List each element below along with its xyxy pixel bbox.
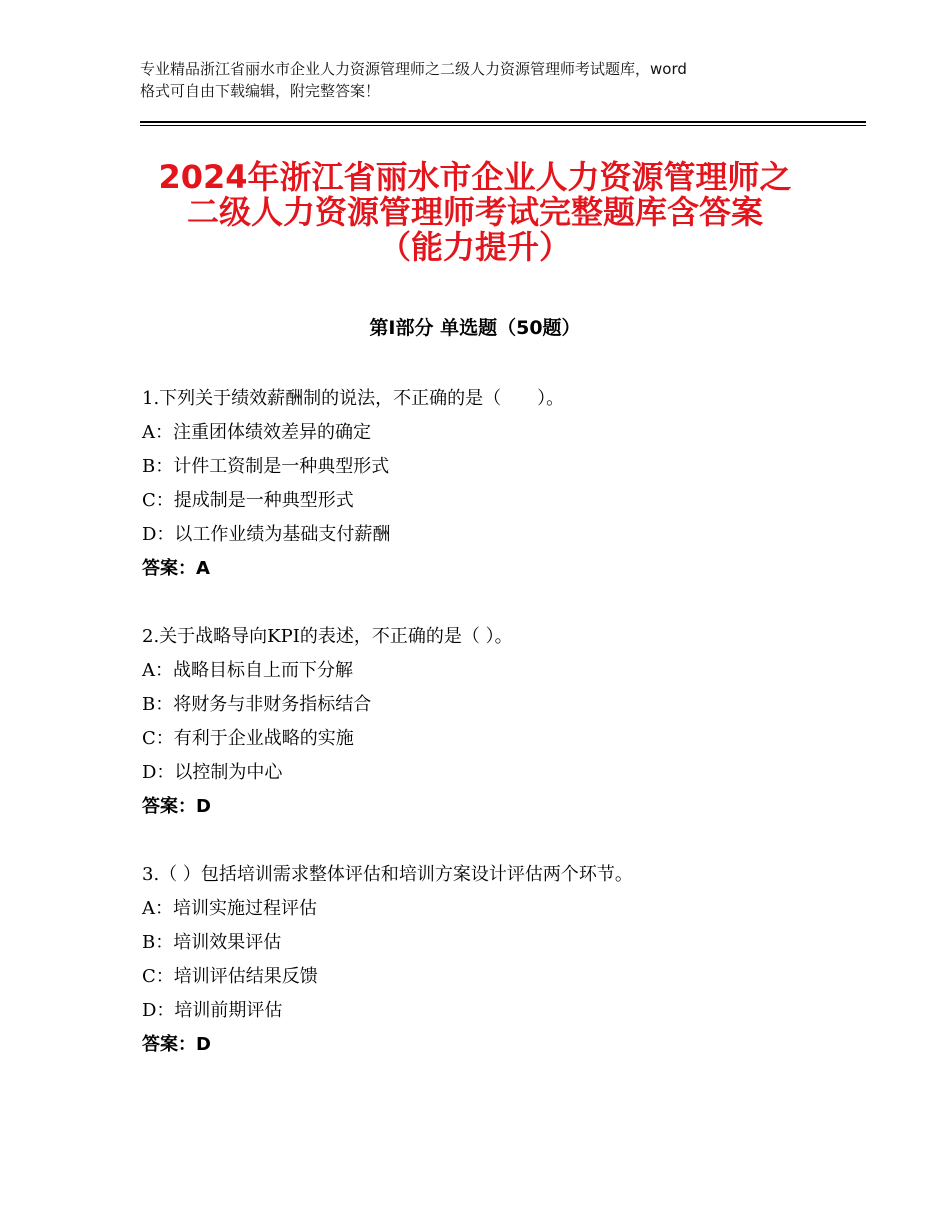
header-divider-thick: [140, 121, 866, 123]
question-stem: 1.下列关于绩效薪酬制的说法，不正确的是（ ）。: [142, 388, 565, 409]
option-b: B：将财务与非财务指标结合: [142, 694, 372, 715]
question-stem: 2.关于战略导向KPI的表述，不正确的是（ ）。: [142, 626, 513, 647]
document-title-line-2: 二级人力资源管理师考试完整题库含答案: [186, 193, 763, 231]
option-d: D：培训前期评估: [142, 1000, 283, 1021]
option-c: C：培训评估结果反馈: [142, 966, 318, 987]
header-note-line-2: 格式可自由下载编辑，附完整答案！: [140, 82, 381, 100]
option-a: A：战略目标自上而下分解: [142, 660, 353, 681]
answer-line: 答案：A: [142, 558, 210, 579]
option-a: A：注重团体绩效差异的确定: [142, 422, 371, 443]
option-d: D：以工作业绩为基础支付薪酬: [142, 524, 391, 545]
question-2: [142, 620, 862, 824]
option-c: C：提成制是一种典型形式: [142, 490, 354, 511]
question-1: [142, 382, 862, 586]
question-list: [142, 382, 862, 1096]
question-stem: 3.（ ）包括培训需求整体评估和培训方案设计评估两个环节。: [142, 864, 633, 885]
answer-line: 答案：D: [142, 1034, 211, 1055]
option-a: A：培训实施过程评估: [142, 898, 317, 919]
header-note: [140, 58, 830, 102]
option-c: C：有利于企业战略的实施: [142, 728, 354, 749]
option-b: B：培训效果评估: [142, 932, 282, 953]
header-note-line-1: 专业精品浙江省丽水市企业人力资源管理师之二级人力资源管理师考试题库，word: [140, 60, 687, 78]
document-title: [100, 160, 850, 265]
option-d: D：以控制为中心: [142, 762, 283, 783]
question-3: [142, 858, 862, 1062]
option-b: B：计件工资制是一种典型形式: [142, 456, 390, 477]
section-heading: 第Ⅰ部分 单选题（50题）: [369, 317, 581, 339]
answer-line: 答案：D: [142, 796, 211, 817]
document-title-line-1: 2024年浙江省丽水市企业人力资源管理师之: [158, 158, 792, 196]
header-divider-thin: [140, 125, 866, 126]
document-title-line-3: （能力提升）: [378, 228, 571, 266]
